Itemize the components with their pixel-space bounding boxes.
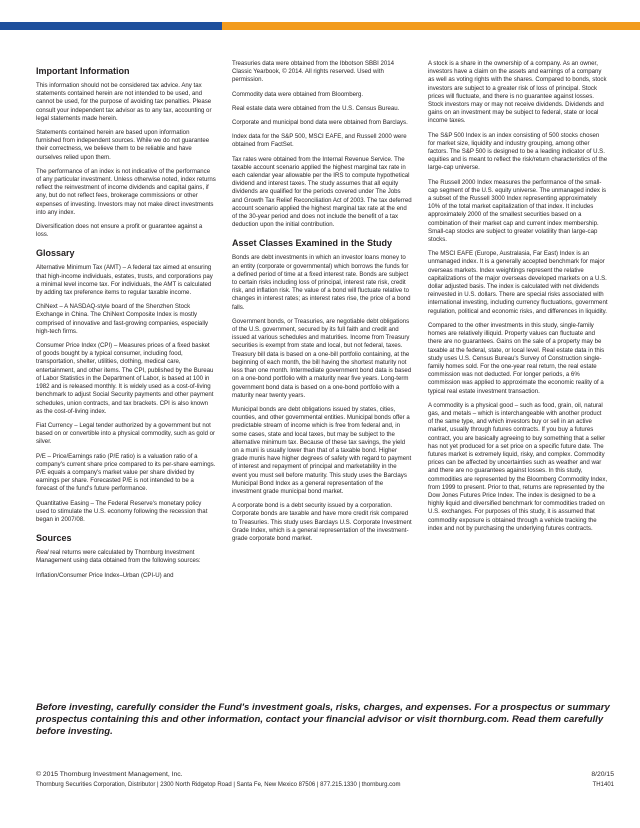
paragraph: The Russell 2000 Index measures the performance of the small-cap segment of the U.S. equity universe. The unmanaged index is a subset of the Russell 3000 Index representing approximately 10% of the total market capitalization of that index. It includes approximately 2000 of the smallest securities based on a combination of their market cap and current index membership. Small-cap stocks are subject to greater volatility than large-cap stocks. (428, 178, 607, 244)
paragraph: Tax rates were obtained from the Internal Revenue Service. The taxable account scenario applied the highest marginal tax rate in each calendar year allowable per the IRS to compute hypothetical dividend and interest taxes. The study assumes that all equity dividends are qualified for the periods covered under The Jobs and Growth Tax Relief Reconciliation Act of 2003. The tax deferred account scenario applied the highest marginal tax rate at the end of the 30-year period and does not include the benefit of a tax deduction upon the initial contribution. (232, 155, 412, 229)
paragraph: Commodity data were obtained from Bloomberg. (232, 90, 364, 98)
paragraph: Municipal bonds are debt obligations issued by states, cities, counties, and other governmental entities. Municipal bonds offer a predictable stream of income which is free from federal and, in some cases, state and local taxes, but may be subject to the alternative minimum tax. Because of these tax savings, the yield on a muni is usually lower than that of a taxable bond. Higher grade munis have higher degrees of safety with regard to payment of interest and repayment of principal and marketability in the event you must sell before maturity. This study uses the Barclays Municipal Bond Index as a general representation of the investment grade municipal bond market. (232, 405, 412, 495)
paragraph-text: real returns were calculated by Thornburg Investment Management using data obtained from the following sources: (36, 549, 201, 565)
document-code: TH1401 (592, 782, 614, 788)
heading-important-information: Important Information (36, 66, 130, 76)
paragraph: Statements contained herein are based upon information furnished from independent sources. While we do not guarantee their correctness, we believe them to be reliable and have ourselves relied upon them. (36, 129, 210, 161)
footer-line-2 (36, 781, 614, 790)
paragraph: A stock is a share in the ownership of a company. As an owner, investors have a claim on the assets and earnings of a company as well as voting rights with the shares. Compared to bonds, stock investors are subject to a greater risk of loss of principal. Stock prices will fluctuate, and there is no guarantee against losses. Stock investors may or may not receive dividends. Dividends and gains on an investment may be subject to federal, state or local income taxes. (428, 60, 607, 125)
paragraph: A commodity is a physical good – such as food, grain, oil, natural gas, and metals – which is interchangeable with another product of the same type, and which investors buy or sell in an active market, usually through futures contracts. If you buy a futures contract, you are basically agreeing to buy something that a seller has not yet produced for a set price on a specific future date. The futures market is extremely liquid, risky, and complex. Commodity prices can be affected by uncertainties such as weather and war and there are no guarantees against losses. In this study, commodities are represented by the Bloomberg Commodity Index, from 1999 to present. Prior to that, returns are represented by the Dow Jones Futures Price Index. The index is designed to be a highly liquid and diversified benchmark for commodities traded on U.S. exchanges. For purposes of this study, it is assumed that commodity exposure is obtained through a vehicle tracking the index and not by purchasing the underlying futures contracts. (428, 401, 608, 532)
glossary-entry: Alternative Minimum Tax (AMT) – A federal tax aimed at ensuring that high-income individuals, estates, trusts, and corporations pay a minimal level income tax. For individuals, the AMT is calculated by adding tax preference items to regular taxable income. (36, 264, 213, 297)
paragraph: Treasuries data were obtained from the Ibbotson SBBI 2014 Classic Yearbook, © 2014. All rights reserved. Used with permission. (232, 60, 395, 84)
paragraph: A corporate bond is a debt security issued by a corporation. Corporate bonds are taxable and have more credit risk compared to Treasuries. This study uses Barclays U.S. Corporate Investment Grade Index, which is a general representation of the investment-grade corporate bond market. (232, 502, 412, 542)
footer-line-1 (36, 770, 614, 779)
column-2 (232, 60, 412, 549)
paragraph: Diversification does not ensure a profit or guarantee against a loss. (36, 223, 203, 239)
body-columns (36, 60, 616, 700)
header-bar-orange (222, 22, 640, 30)
glossary-entry: Quantitative Easing – The Federal Reserve's monetary policy used to stimulate the U.S. economy following the recession that began in 2007/08. (36, 499, 208, 523)
paragraph: Index data for the S&P 500, MSCI EAFE, and Russell 2000 were obtained from FactSet. (232, 133, 407, 149)
column-3 (428, 60, 608, 539)
paragraph: Real estate data were obtained from the U.S. Census Bureau. (232, 104, 400, 112)
paragraph: Corporate and municipal bond data were obtained from Barclays. (232, 119, 408, 127)
paragraph: This information should not be considered tax advice. Any tax statements contained herein are not intended to be used, and cannot be used, for the purpose of avoiding tax penalties. Please consult your independent tax advisor as to any tax, accounting or legal statements made herein. (36, 82, 212, 122)
column-1 (36, 60, 216, 586)
paragraph: Government bonds, or Treasuries, are negotiable debt obligations of the U.S. government, secured by its full faith and credit and issued at various schedules and maturities. Income from Treasury securities is exempt from state and local, but not federal, taxes. Treasury bill data is based on a one-bill portfolio containing, at the beginning of each month, the bill having the shortest maturity not less than one month. Intermediate government bond data is based on a one-bond portfolio with a maturity near five years. Long-term government bond data is based on a one-bond portfolio with a maturity near twenty years. (232, 317, 412, 399)
distributor-address: Thornburg Securities Corporation, Distributor | 2300 North Ridgetop Road | Santa Fe, New Mexico 87506 | 877.215.1330 | thornburg.com (36, 782, 401, 788)
paragraph: Compared to the other investments in this study, single-family homes are relatively illiquid. Property values can fluctuate and there are no guarantees. Gains on the sale of a property may be taxable at the federal, state, or local level. Real estate data in this study uses U.S. Census Bureau's Survey of Construction single-family homes sold. For the one-year real return, the real estate commission was not deducted. For longer periods, a 6% commission was applied to approximate the economic reality of a typical real estate investment transaction. (428, 321, 605, 395)
heading-sources: Sources (36, 533, 72, 544)
italic-term: Real (36, 549, 49, 557)
paragraph: The performance of an index is not indicative of the performance of any particular investment. Unless otherwise noted, index returns reflect the reinvestment of income dividends and capital gains, if any, but do not reflect fees, brokerage commissions or other expenses of investing. Investors may not make direct investments into any index. (36, 167, 216, 216)
paragraph: Bonds are debt investments in which an investor loans money to an entity (corporate or governmental) which borrows the funds for a defined period of time at a fixed interest rate. Bonds are subject to certain risks including loss of principal, interest rate risk, credit risk, and inflation risk. The value of a bond will fluctuate relative to changes in interest rates; as interest rates rise, the price of a bond falls. (232, 254, 411, 311)
footer-date: 8/20/15 (591, 771, 614, 778)
paragraph: The S&P 500 Index is an index consisting of 500 stocks chosen for market size, liquidity and industry grouping, among other factors. The S&P 500 is designed to be a leading indicator of U.S. equities and is meant to reflect the risk/return characteristics of the large-cap universe. (428, 131, 608, 172)
header-bar-blue (0, 22, 222, 30)
heading-asset-classes: Asset Classes Examined in the Study (232, 238, 393, 249)
prospectus-disclaimer: Before investing, carefully consider the Fund's investment goals, risks, charges, and expenses. For a prospectus or summary prospectus containing this and other information, contact your financial advisor or visit thornburg.com. Read them carefully before investing. (36, 702, 610, 737)
copyright: © 2015 Thornburg Investment Management, Inc. (36, 771, 183, 778)
paragraph: The MSCI EAFE (Europe, Australasia, Far East) Index is an unmanaged index. It is a generally accepted benchmark for major overseas markets. Index weightings represent the relative capitalizations of the major overseas developed markets on a U.S. dollar adjusted basis. The index is calculated with net dividends reinvested in U.S. dollars. There are special risks associated with international investing, including currency fluctuations, government regulation, political and economic risks, and differences in liquidity. (428, 250, 608, 315)
paragraph: Inflation/Consumer Price Index–Urban (CPI-U) and (36, 571, 174, 579)
paragraph (36, 549, 216, 565)
glossary-entry: P/E – Price/Earnings ratio (P/E ratio) is a valuation ratio of a company's current share price compared to its per-share earnings. P/E equals a company's market value per share divided by earnings per share. Forecasted P/E is not intended to be a forecast of the fund's future performance. (36, 452, 216, 493)
glossary-entry: Fiat Currency – Legal tender authorized by a government but not based on or convertible into a physical commodity, such as gold or silver. (36, 421, 216, 446)
glossary-entry: ChiNext – A NASDAQ-style board of the Shenzhen Stock Exchange in China. The ChiNext Composite Index is mostly comprised of innovative and fast-growing companies, especially high-tech firms. (36, 303, 209, 335)
glossary-entry: Consumer Price Index (CPI) – Measures prices of a fixed basket of goods bought by a typical consumer, including food, transportation, shelter, utilities, clothing, medical care, entertainment, and other items. The CPI, published by the Bureau of Labor Statistics in the Department of Labor, is based at 100 in 1982 and is released monthly. It is widely used as a cost-of-living benchmark to adjust Social Security payments and other payment schedules, union contracts, and tax brackets. CPI is also known as the cost-of-living index. (36, 342, 214, 415)
heading-glossary: Glossary (36, 248, 75, 259)
header-color-bar (0, 22, 640, 30)
